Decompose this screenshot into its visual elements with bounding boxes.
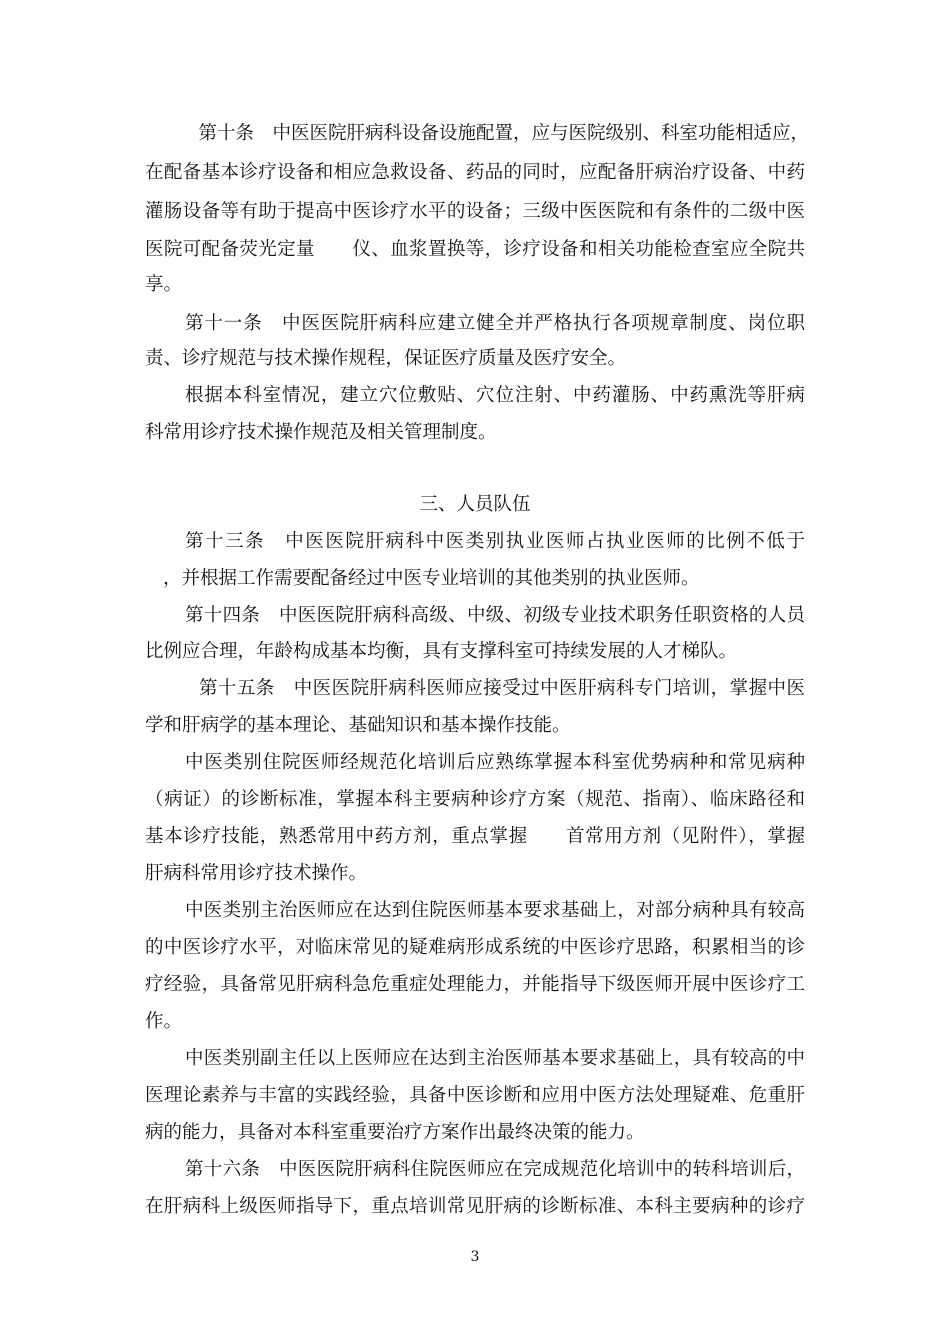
text-line: 作。 bbox=[145, 1011, 183, 1032]
text-line: 中医类别住院医师经规范化培训后应熟练掌握本科室优势病种和常见病种 bbox=[185, 752, 805, 773]
text-line: 中医类别副主任以上医师应在达到主治医师基本要求基础上，具有较高的中 bbox=[185, 1048, 805, 1069]
text-line: 医理论素养与丰富的实践经验，具备中医诊断和应用中医方法处理疑难、危重肝 bbox=[145, 1085, 805, 1106]
text-line: 科常用诊疗技术操作规范及相关管理制度。 bbox=[145, 422, 497, 443]
text-line: 享。 bbox=[145, 274, 183, 295]
text-line: 学和肝病学的基本理论、基础知识和基本操作技能。 bbox=[145, 715, 571, 736]
text-line: 肝病科常用诊疗技术操作。 bbox=[145, 863, 368, 884]
text-line: 责、诊疗规范与技术操作规程，保证医疗质量及医疗安全。 bbox=[145, 348, 627, 369]
text-line: 在肝病科上级医师指导下，重点培训常见肝病的诊断标准、本科主要病种的诊疗 bbox=[145, 1196, 805, 1217]
text-line: 在配备基本诊疗设备和相应急救设备、药品的同时，应配备肝病治疗设备、中药 bbox=[145, 162, 805, 183]
text-line: 第十四条 中医医院肝病科高级、中级、初级专业技术职务任职资格的人员 bbox=[185, 605, 805, 626]
text-line: 比例应合理，年龄构成基本均衡，具有支撑科室可持续发展的人才梯队。 bbox=[145, 641, 738, 662]
text-line: （病证）的诊断标准，掌握本科主要病种诊疗方案（规范、指南）、临床路径和 bbox=[145, 789, 805, 810]
text-line: 第十三条 中医医院肝病科中医类别执业医师占执业医师的比例不低于 bbox=[185, 531, 805, 552]
page-number: 3 bbox=[470, 1249, 480, 1265]
text-line: 第十条 中医医院肝病科设备设施配置，应与医院级别、科室功能相适应， bbox=[180, 123, 810, 144]
text-line: 第十六条 中医医院肝病科住院医师应在完成规范化培训中的转科培训后， bbox=[185, 1159, 805, 1180]
section-heading: 三、人员队伍 bbox=[419, 494, 531, 515]
text-line: 第十一条 中医医院肝病科应建立健全并严格执行各项规章制度、岗位职 bbox=[185, 313, 805, 334]
text-line: 第十五条 中医医院肝病科医师应接受过中医肝病科专门培训，掌握中医 bbox=[180, 678, 805, 699]
text-line: 的中医诊疗水平，对临床常见的疑难病形成系统的中医诊疗思路，积累相当的诊 bbox=[145, 937, 805, 958]
text-line: 基本诊疗技能，熟悉常用中药方剂，重点掌握 首常用方剂（见附件），掌握 bbox=[145, 826, 805, 847]
text-line: 根据本科室情况，建立穴位敷贴、穴位注射、中药灌肠、中药熏洗等肝病 bbox=[185, 385, 805, 406]
text-line: 疗经验，具备常见肝病科急危重症处理能力，并能指导下级医师开展中医诊疗工 bbox=[145, 974, 805, 995]
text-line: 病的能力，具备对本科室重要治疗方案作出最终决策的能力。 bbox=[145, 1122, 645, 1143]
text-line: 灌肠设备等有助于提高中医诊疗水平的设备；三级中医医院和有条件的二级中医 bbox=[145, 201, 805, 222]
text-line: ，并根据工作需要配备经过中医专业培训的其他类别的执业医师。 bbox=[163, 568, 700, 589]
text-line: 医院可配备荧光定量 仪、血浆置换等，诊疗设备和相关功能检查室应全院共 bbox=[145, 239, 805, 260]
text-line: 中医类别主治医师应在达到住院医师基本要求基础上，对部分病种具有较高 bbox=[185, 900, 805, 921]
